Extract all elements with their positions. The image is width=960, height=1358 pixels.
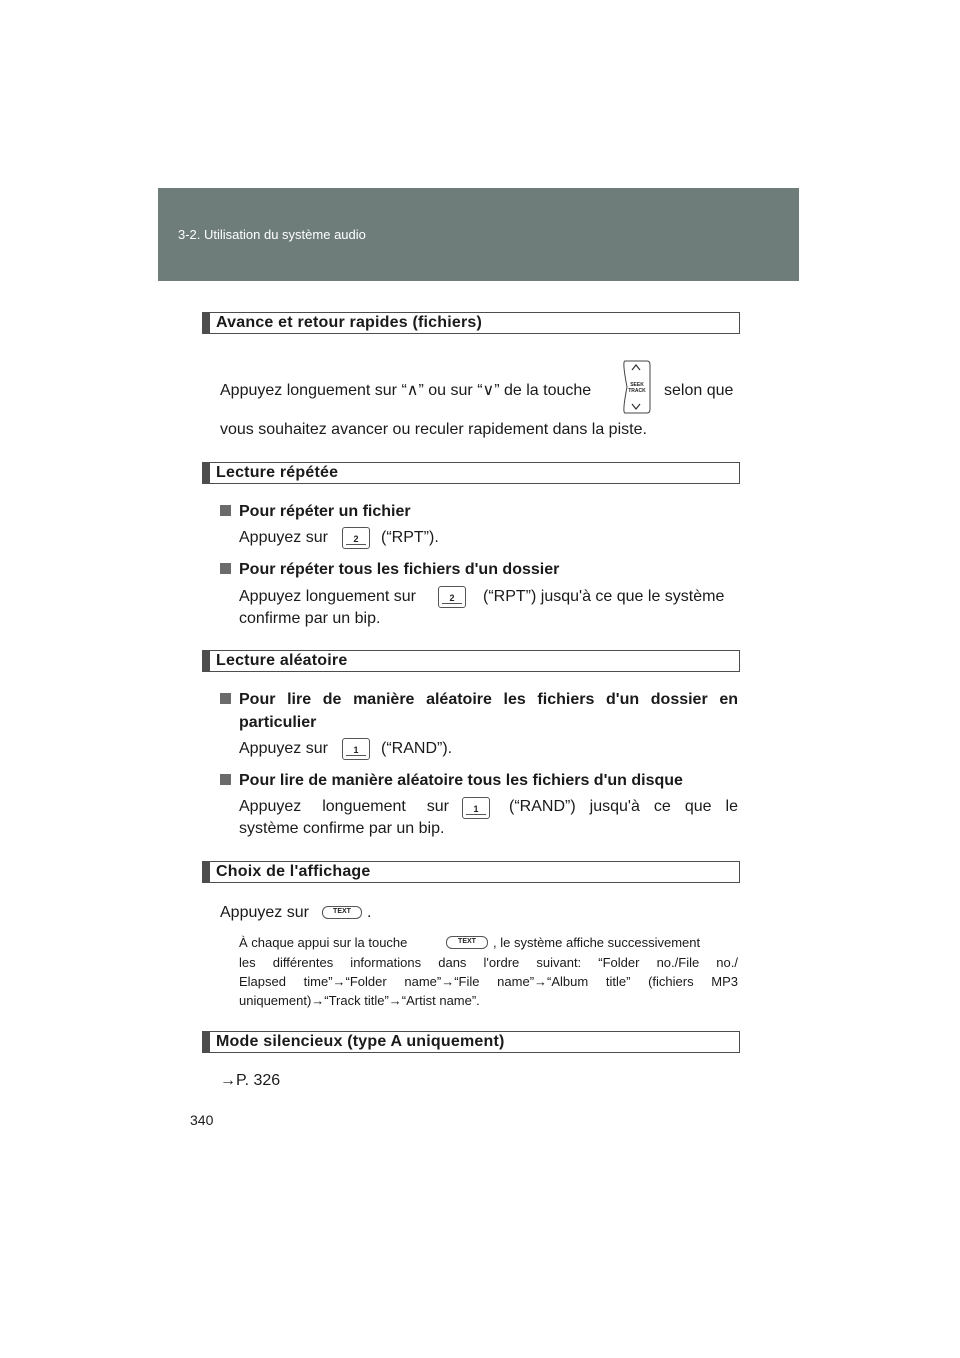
- mute-page-reference: →P. 326: [220, 1072, 281, 1089]
- bullet-square-icon: [220, 693, 231, 704]
- text-button-icon: TEXT: [446, 936, 488, 949]
- random-item1-heading: Pour lire de manière aléatoire les fichiers d'un dossier en: [220, 690, 738, 710]
- down-symbol: ∨: [482, 382, 495, 399]
- random-item1-text-a: Appuyez sur: [239, 740, 328, 757]
- display-note-line2: les différentes informations dans l'ordre suivant: “Folder no./File no./: [239, 955, 738, 970]
- button-1-icon: 1: [342, 738, 370, 760]
- chapter-header: [158, 188, 799, 281]
- bullet-square-icon: [220, 563, 231, 574]
- repeat-item1-text-a: Appuyez sur: [239, 529, 328, 546]
- random-item2-text-a: Appuyez longuement sur: [239, 798, 449, 815]
- fast-instruction-line2: vous souhaitez avancer ou reculer rapidement dans la piste.: [220, 421, 647, 438]
- repeat-item1-text-b: (“RPT”).: [381, 529, 439, 546]
- random-item1-heading-cont: particulier: [239, 714, 317, 731]
- page-number: 340: [190, 1112, 214, 1128]
- svg-text:TRACK: TRACK: [628, 388, 646, 394]
- display-text-a: Appuyez sur: [220, 904, 309, 921]
- repeat-item2-heading: Pour répéter tous les fichiers d'un dossier: [220, 560, 559, 580]
- seek-track-button: [619, 359, 653, 415]
- section-title-mute: Mode silencieux (type A uniquement): [202, 1031, 740, 1053]
- repeat-item1-heading: Pour répéter un fichier: [220, 502, 411, 522]
- repeat-item2-text-b: (“RPT”) jusqu'à ce que le système: [483, 588, 725, 605]
- svg-text:SEEK: SEEK: [630, 382, 644, 388]
- up-symbol: ∧: [406, 382, 419, 399]
- fast-instruction-line1: Appuyez longuement sur “∧” ou sur “∨” de la touche: [220, 382, 592, 399]
- random-item1-text-b: (“RAND”).: [381, 740, 453, 757]
- breadcrumb: 3-2. Utilisation du système audio: [178, 227, 366, 242]
- text-button-icon: TEXT: [322, 906, 362, 919]
- random-item2-text-c: système confirme par un bip.: [239, 820, 445, 837]
- section-title-fast-forward: Avance et retour rapides (fichiers): [202, 312, 740, 334]
- repeat-item2-text-a: Appuyez longuement sur: [239, 588, 416, 605]
- display-note-line1a: À chaque appui sur la touche: [239, 935, 408, 950]
- button-1-icon: 1: [462, 797, 490, 819]
- repeat-item2-text-c: confirme par un bip.: [239, 610, 381, 627]
- section-title-repeat: Lecture répétée: [202, 462, 740, 484]
- button-2-icon: 2: [342, 527, 370, 549]
- random-item2-text-b: (“RAND”) jusqu'à ce que le: [509, 798, 738, 815]
- bullet-square-icon: [220, 505, 231, 516]
- section-title-display: Choix de l'affichage: [202, 861, 740, 883]
- display-note-line1b: , le système affiche successivement: [493, 935, 701, 950]
- display-text-b: .: [367, 904, 372, 921]
- random-item2-heading: Pour lire de manière aléatoire tous les fichiers d'un disque: [220, 771, 683, 791]
- display-note-line4: uniquement)→“Track title”→“Artist name”.: [239, 993, 480, 1008]
- section-title-random: Lecture aléatoire: [202, 650, 740, 672]
- fast-instruction-line1-end: selon que: [664, 382, 734, 399]
- display-note-line3: Elapsed time”→“Folder name”→“File name”→“Album title” (fichiers MP3: [239, 974, 738, 989]
- button-2-icon: 2: [438, 586, 466, 608]
- seek-track-icon: [619, 359, 653, 415]
- bullet-square-icon: [220, 774, 231, 785]
